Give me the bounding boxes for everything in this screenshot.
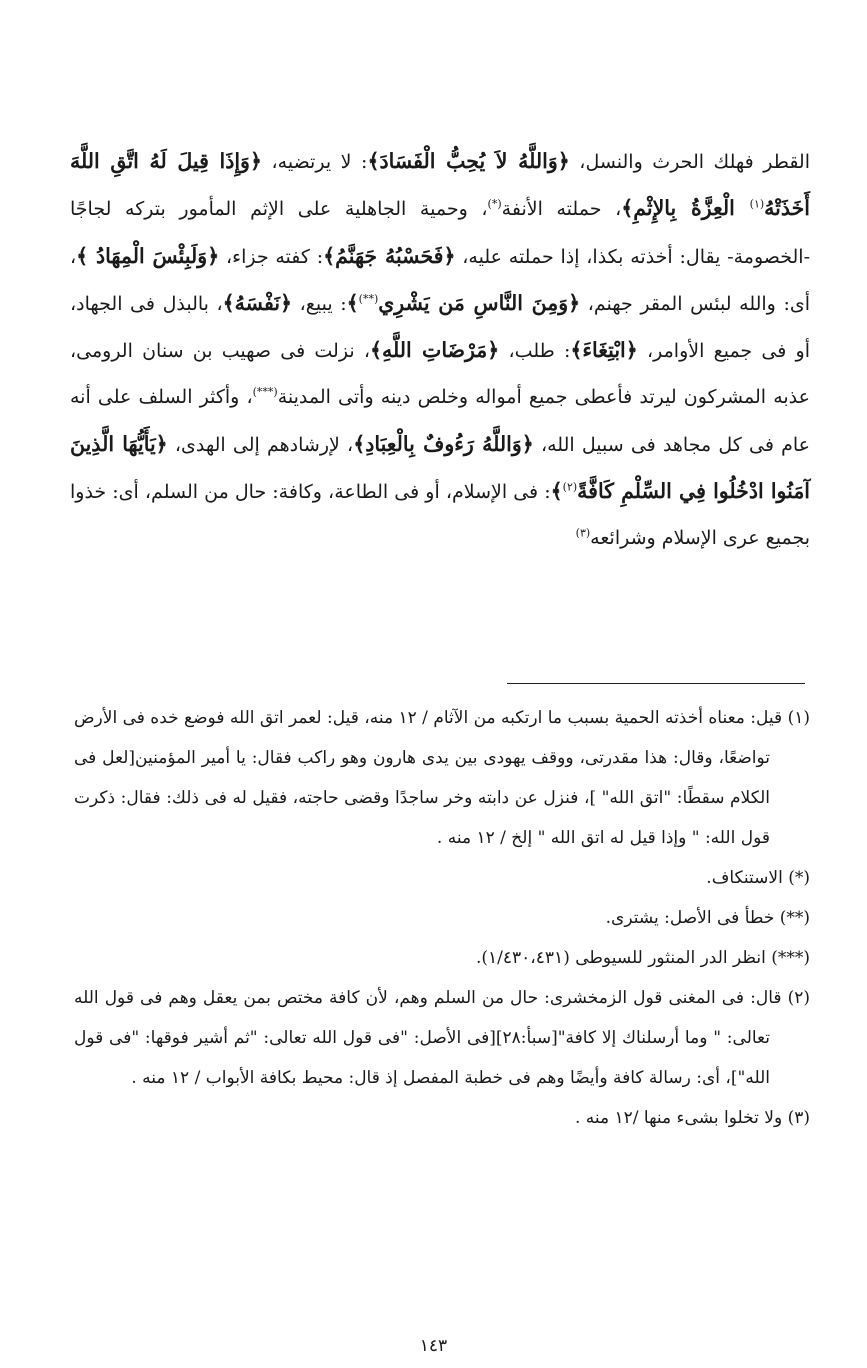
footnote-ref: (٣): [575, 527, 591, 541]
text-run: ، أى: والله لبئس المقر جهنم،: [70, 245, 810, 315]
footnote-ref: (**): [358, 292, 379, 306]
footnote-ref: (*): [487, 197, 502, 211]
quran-verse: ﴿وَاللَّهُ رَءُوفٌ بِالْعِبَادِ﴾: [353, 431, 534, 456]
text-run: : فى الإسلام، أو فى الطاعة، وكافة: حال من السلم، أى: خذوا بجميع عرى الإسلام وشرائعه: [70, 481, 810, 550]
text-run: القطر فهلك الحرث والنسل،: [569, 151, 810, 173]
footnote-text: قال: فى المغنى قول الزمخشرى: حال من السلم وهم، لأن كافة مختص بمن يعقل وهم فى قول الله تعالى: " وما أرسلناك إلا كافة"[سبأ:٢٨][فى الأصل: "فى قول الله تعالى: "ثم أشير فوقها: "فى قول الله"]، أى: رسالة كافة وأيضًا وهم فى خطبة المفصل إذ قال: محيط بكافة الأبواب / ١٢ منه .: [74, 988, 782, 1088]
footnote-marker: (٢): [787, 988, 810, 1008]
footnote-star-2: [74, 898, 810, 938]
footnote-ref: (١): [749, 197, 765, 211]
quran-verse: ﴿وَاللَّهُ لاَ يُحِبُّ الْفَسَادَ﴾: [367, 149, 570, 173]
footnotes: [74, 698, 810, 1138]
quran-verse: ﴾: [550, 479, 563, 504]
footnote-3: [74, 1098, 810, 1138]
text-run: ، حملته الأنفة: [501, 198, 622, 221]
text-run: : كفته جزاء،: [219, 245, 324, 268]
text-run: : يبيع،: [292, 292, 347, 315]
quran-verse: ﴿فَحَسْبُهُ جَهَنَّمُ﴾: [323, 243, 456, 268]
text-run: ، وأكثر السلف على أنه عام فى كل مجاهد فى سبيل الله،: [70, 386, 811, 456]
quran-verse: ﴿وَإِذَا قِيلَ لَهُ اتَّقِ اللَّهَ أَخَذَتْهُ: [70, 149, 810, 221]
text-run: ، لإرشادهم إلى الهدى،: [167, 433, 354, 456]
text-run: ، وحمية الجاهلية على الإثم المأمور بتركه لجاجًا -الخصومة- يقال: أخذته بكذا، إذا حملته عليه،: [70, 198, 811, 268]
footnote-ref: (٢): [562, 480, 578, 494]
main-paragraph: [70, 138, 810, 562]
footnote-text: انظر الدر المنثور للسيوطى (١/٤٣٠،٤٣١).: [476, 948, 766, 968]
footnote-marker: (***): [771, 948, 810, 968]
quran-verse: ﴿وَمِنَ النَّاسِ مَن يَشْرِي: [378, 290, 581, 315]
footnote-text: خطأ فى الأصل: يشترى.: [605, 908, 775, 928]
footnote-marker: (*): [788, 868, 810, 888]
footnote-text: قيل: معناه أخذته الحمية بسبب ما ارتكبه من الآثام / ١٢ منه، قيل: لعمر اتق الله فوضع خده فى الأرض تواضعًا، وقال: هذا مقدرتى، ووقف يهودى بين يدى هارون وهو راكب فقال: يا أمير المؤمنين[لعل فى الكلام سقطًا: "اتق الله" ]، فنزل عن دابته وخر ساجدًا وقضى حاجته، فقيل له فى ذلك: فقال: ذكرت قول الله: " وإذا قيل له اتق الله " إلخ / ١٢ منه .: [74, 708, 783, 848]
quran-verse: ﴿نَفْسَهُ﴾: [222, 290, 293, 315]
footnote-marker: (**): [779, 908, 810, 928]
quran-verse: ﴿مَرْضَاتِ اللَّهِ﴾: [369, 338, 500, 363]
footnote-2: [74, 978, 810, 1098]
page-number: ١٤٣: [419, 1336, 448, 1356]
quran-verse: ﴾: [346, 290, 359, 315]
text-run: : لا يرتضيه،: [261, 151, 368, 173]
footnote-text: ولا تخلوا بشىء منها /١٢ منه .: [574, 1108, 783, 1128]
footnote-1: [74, 698, 810, 858]
footnote-star-1: [74, 858, 810, 898]
quran-verse: ﴿وَلَبِئْسَ الْمِهَادُ ﴾: [76, 243, 220, 268]
footnote-divider: [507, 683, 805, 684]
footnote-marker: (٣): [787, 1108, 810, 1128]
quran-verse: الْعِزَّةُ بِالإِثْمِ﴾: [621, 196, 750, 221]
text-run: ، نزلت فى صهيب بن سنان الرومى، عذبه المشركون ليرتد فأعطى جميع أمواله وخلص دينه وأتى المدينة: [70, 340, 810, 409]
footnote-text: الاستنكاف.: [706, 868, 783, 888]
footnote-ref: (***): [252, 386, 278, 400]
quran-verse: ﴿ابْتِغَاءَ﴾: [570, 338, 638, 363]
footnote-star-3: [74, 938, 810, 978]
footnote-marker: (١): [787, 708, 811, 728]
main-text: [70, 138, 810, 562]
quran-verse: ﴿يَأَيُّهَا الَّذِينَ آمَنُوا ادْخُلُوا فِي السِّلْمِ كَافَّةً: [70, 431, 811, 504]
text-run: : طلب،: [499, 340, 571, 363]
text-run: ، بالبذل فى الجهاد، أو فى جميع الأوامر،: [70, 292, 811, 363]
